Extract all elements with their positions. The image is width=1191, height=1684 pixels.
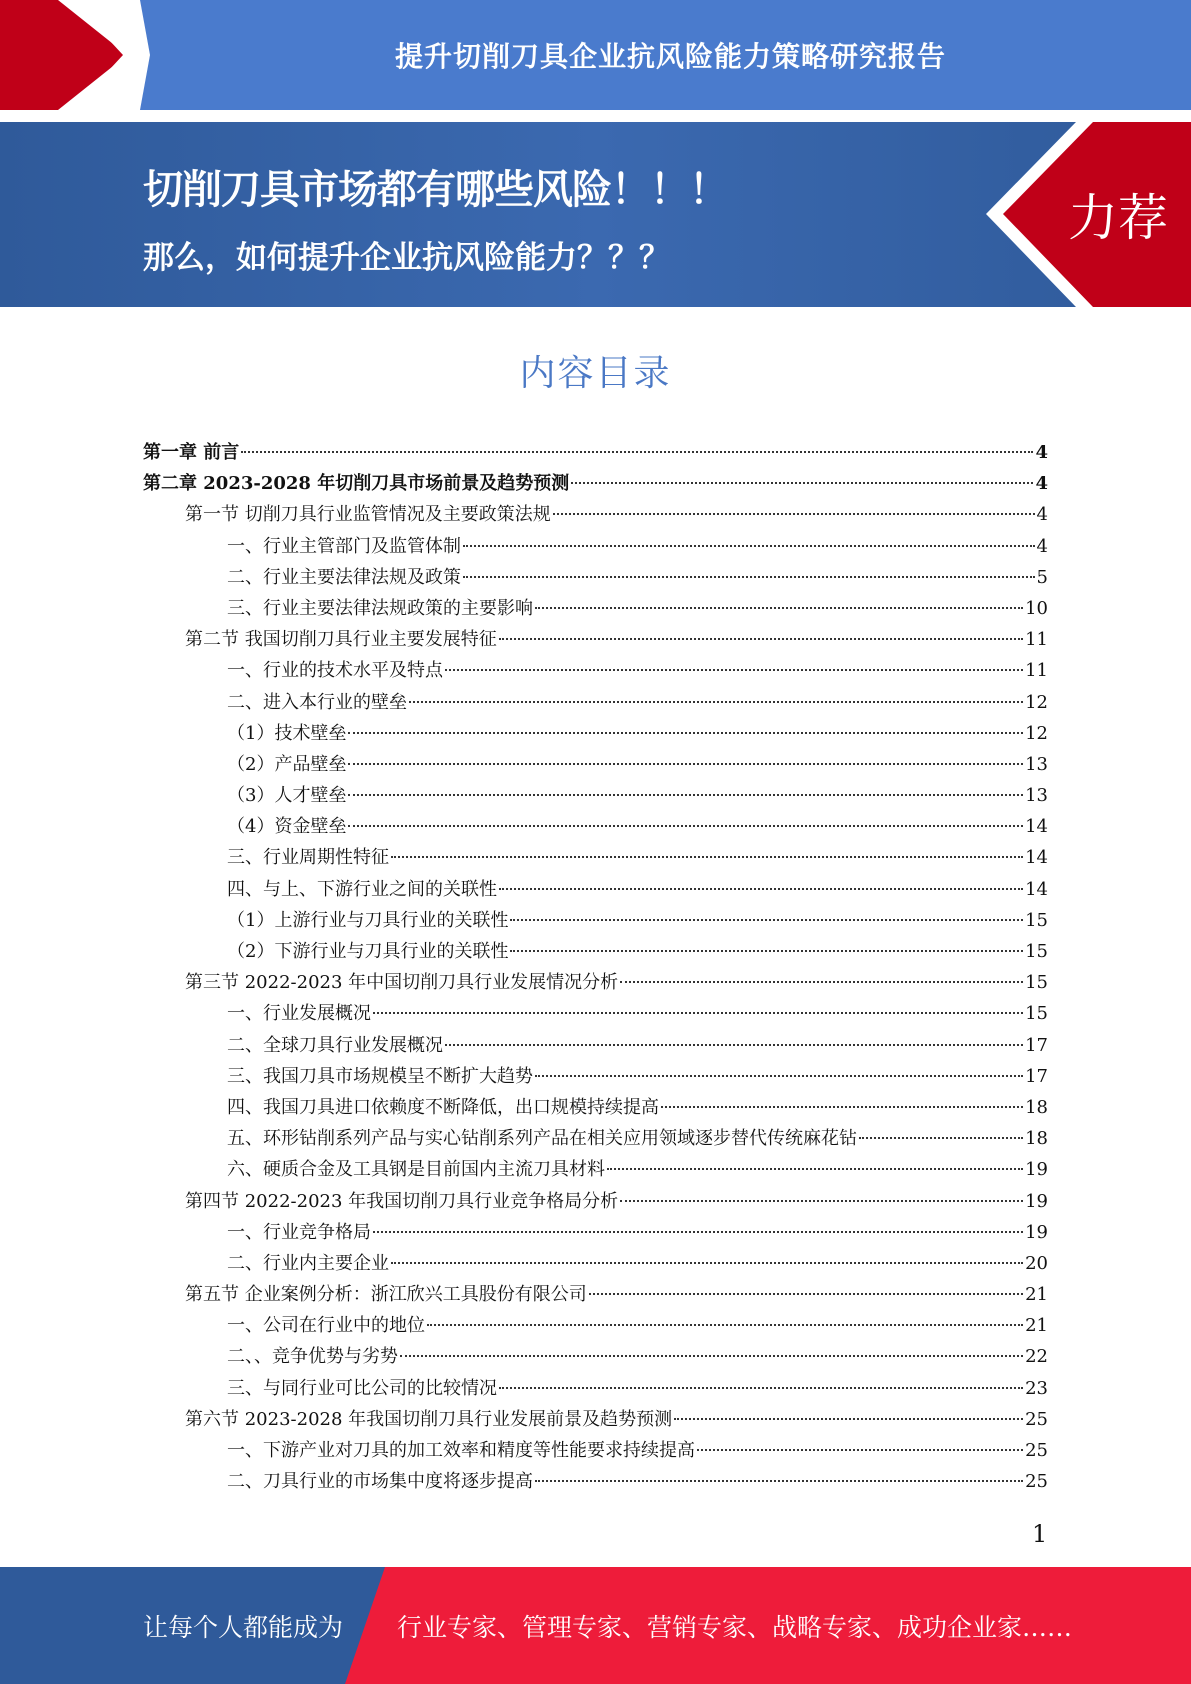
toc-entry[interactable] [143,936,1048,967]
toc-entry[interactable] [143,1466,1048,1497]
hero-subheadline: 那么，如何提升企业抗风险能力？？？ [143,240,670,276]
toc-entry-title: 六、硬质合金及工具钢是目前国内主流刀具材料 [227,1159,605,1181]
recommend-badge: 力荐 [1068,189,1168,247]
toc-title: 内容目录 [519,353,672,394]
toc-entry-title: 一、下游产业对刀具的加工效率和精度等性能要求持续提高 [227,1440,695,1461]
toc-entry[interactable] [143,842,1048,873]
toc-dot-leader [409,701,1023,703]
toc-entry-title: 三、行业主要法律法规政策的主要影响 [227,597,533,619]
toc-entry-page: 20 [1025,1252,1048,1274]
toc-dot-leader [535,607,1023,609]
toc-entry[interactable] [143,1341,1048,1372]
toc-entry-title: 第六节 2023-2028 年我国切削刀具行业发展前景及趋势预测 [185,1408,673,1430]
toc-entry-page: 17 [1025,1065,1048,1087]
toc-dot-leader [348,794,1023,796]
toc-entry-title: 二、行业内主要企业 [227,1252,389,1274]
toc-entry-title: 第二章 2023-2028 年切削刀具市场前景及趋势预测 [143,473,570,495]
toc-dot-leader [607,1168,1023,1170]
toc-entry-page: 10 [1025,597,1048,619]
toc-entry[interactable] [143,749,1048,780]
toc-entry[interactable] [143,905,1048,936]
toc-entry-page: 18 [1025,1096,1048,1118]
toc-entry-title: 三、我国刀具市场规模呈不断扩大趋势 [227,1065,533,1087]
toc-entry-page: 23 [1025,1377,1048,1399]
toc-entry-title: 一、行业竞争格局 [227,1221,371,1243]
toc-entry-title: 第五节 企业案例分析：浙江欣兴工具股份有限公司 [185,1284,587,1306]
toc-dot-leader [427,1324,1023,1326]
toc-dot-leader [373,1231,1023,1233]
toc-dot-leader [348,825,1023,827]
toc-entry[interactable] [143,874,1048,905]
toc-dot-leader [859,1137,1023,1139]
toc-entry[interactable] [143,1092,1048,1123]
toc-entry-title: 一、行业主管部门及监管体制 [227,535,461,557]
toc-entry-page: 15 [1025,941,1048,962]
toc-entry[interactable] [143,437,1048,468]
toc-entry[interactable] [143,1435,1048,1466]
toc-dot-leader [499,1387,1023,1389]
toc-entry[interactable] [143,531,1048,562]
toc-entry[interactable] [143,780,1048,811]
toc-entry[interactable] [143,718,1048,749]
toc-entry[interactable] [143,655,1048,686]
toc-entry-title: （1）上游行业与刀具行业的关联性 [227,909,509,931]
toc-entry-title: 二、、竞争优势与劣势 [227,1346,398,1368]
toc-dot-leader [697,1449,1023,1451]
toc-entry-page: 12 [1025,691,1048,713]
toc-dot-leader [661,1106,1023,1108]
toc-entry-page: 14 [1025,816,1048,838]
toc-entry-page: 17 [1025,1034,1048,1056]
toc-entry-title: 第一章 前言 [143,442,240,463]
toc-dot-leader [445,1044,1023,1046]
toc-entry[interactable] [143,593,1048,624]
toc-entry-title: 一、行业发展概况 [227,1003,371,1025]
toc-entry-page: 11 [1025,629,1048,651]
toc-dot-leader [463,576,1035,578]
toc-entry-title: 四、我国刀具进口依赖度不断降低，出口规模持续提高 [227,1096,659,1118]
toc-entry-page: 15 [1025,972,1048,994]
toc-entry-title: 三、与同行业可比公司的比较情况 [227,1377,497,1399]
toc-dot-leader [463,545,1035,547]
toc-dot-leader [373,1012,1023,1014]
toc-entry-page: 11 [1025,660,1048,682]
toc-entry[interactable] [143,562,1048,593]
toc-entry-page: 19 [1025,1190,1048,1212]
toc-entry-page: 5 [1036,566,1048,588]
toc-entry-page: 15 [1025,1003,1048,1025]
toc-entry[interactable] [143,1030,1048,1061]
toc-entry-page: 21 [1025,1315,1048,1337]
table-of-contents [143,437,1048,1497]
toc-entry-page: 25 [1025,1408,1048,1430]
toc-entry[interactable] [143,1154,1048,1185]
toc-entry[interactable] [143,499,1048,530]
toc-entry[interactable] [143,811,1048,842]
toc-entry-page: 13 [1025,785,1048,807]
toc-entry-page: 4 [1036,504,1048,526]
toc-entry-title: 二、全球刀具行业发展概况 [227,1034,443,1056]
toc-dot-leader [400,1355,1023,1357]
toc-entry-page: 4 [1035,473,1048,495]
toc-entry[interactable] [143,687,1048,718]
footer-slogan-left: 让每个人都能成为 [143,1612,344,1642]
toc-entry-page: 19 [1025,1221,1048,1243]
toc-entry-page: 4 [1035,442,1048,463]
toc-entry[interactable] [143,468,1048,499]
toc-entry-page: 14 [1025,847,1048,869]
toc-entry[interactable] [143,998,1048,1029]
toc-dot-leader [535,1480,1023,1482]
toc-dot-leader [674,1418,1023,1420]
toc-entry-title: 二、进入本行业的壁垒 [227,691,407,713]
toc-dot-leader [499,638,1023,640]
toc-entry-title: 二、刀具行业的市场集中度将逐步提高 [227,1471,533,1493]
toc-dot-leader [510,919,1023,921]
toc-dot-leader [391,1262,1023,1264]
toc-entry-title: 二、行业主要法律法规及政策 [227,566,461,588]
red-arrow-decoration [0,0,160,110]
toc-entry-page: 4 [1036,535,1048,557]
toc-entry-title: 四、与上、下游行业之间的关联性 [227,878,497,900]
toc-dot-leader [499,888,1023,890]
toc-dot-leader [589,1293,1023,1295]
toc-entry-page: 21 [1025,1284,1048,1306]
report-title: 提升切削刀具企业抗风险能力策略研究报告 [394,40,946,73]
hero-headline: 切削刀具市场都有哪些风险！！！ [143,167,728,213]
toc-entry[interactable] [143,967,1048,998]
toc-entry[interactable] [143,1404,1048,1435]
toc-entry[interactable] [143,624,1048,655]
toc-dot-leader [241,451,1033,453]
toc-entry[interactable] [143,1217,1048,1248]
toc-entry-page: 19 [1025,1159,1048,1181]
toc-entry-title: 一、公司在行业中的地位 [227,1315,425,1337]
footer-slogan-right: 行业专家、管理专家、营销专家、战略专家、成功企业家…… [397,1612,1073,1642]
toc-entry-title: 三、行业周期性特征 [227,847,389,869]
toc-entry-title: 一、行业的技术水平及特点 [227,660,443,682]
toc-entry-page: 22 [1025,1346,1048,1368]
toc-entry[interactable] [143,1373,1048,1404]
toc-entry[interactable] [143,1123,1048,1154]
toc-dot-leader [571,482,1033,484]
toc-entry-title: 第三节 2022-2023 年中国切削刀具行业发展情况分析 [185,972,619,994]
toc-dot-leader [620,981,1023,983]
page-number: 1 [1032,1520,1048,1548]
toc-entry[interactable] [143,1310,1048,1341]
toc-entry-title: 五、环形钻削系列产品与实心钻削系列产品在相关应用领域逐步替代传统麻花钻 [227,1128,857,1150]
top-banner [0,0,1191,110]
hero-banner [0,122,1191,307]
toc-entry-page: 13 [1025,753,1048,775]
footer-banner [0,1567,1191,1684]
toc-entry-page: 25 [1025,1471,1048,1493]
toc-entry-title: （2）产品壁垒 [227,753,347,775]
toc-entry-page: 12 [1025,722,1048,744]
toc-entry[interactable] [143,1061,1048,1092]
toc-entry[interactable] [143,1248,1048,1279]
toc-entry-title: 第二节 我国切削刀具行业主要发展特征 [185,629,497,651]
toc-entry-page: 15 [1025,909,1048,931]
toc-dot-leader [620,1200,1023,1202]
toc-dot-leader [348,763,1023,765]
toc-entry-page: 25 [1025,1440,1048,1461]
toc-entry[interactable] [143,1186,1048,1217]
toc-entry-title: （1）技术壁垒 [227,722,347,744]
toc-dot-leader [445,669,1023,671]
toc-dot-leader [553,513,1035,515]
toc-dot-leader [510,950,1023,952]
toc-entry-page: 18 [1025,1128,1048,1150]
toc-dot-leader [348,732,1023,734]
toc-entry-title: （3）人才壁垒 [227,785,347,807]
toc-entry-title: （2）下游行业与刀具行业的关联性 [227,941,509,962]
toc-dot-leader [535,1075,1023,1077]
toc-entry[interactable] [143,1279,1048,1310]
toc-entry-title: 第四节 2022-2023 年我国切削刀具行业竞争格局分析 [185,1190,619,1212]
toc-entry-title: （4）资金壁垒 [227,816,347,838]
toc-dot-leader [391,856,1023,858]
toc-entry-title: 第一节 切削刀具行业监管情况及主要政策法规 [185,504,551,526]
toc-entry-page: 14 [1025,878,1048,900]
